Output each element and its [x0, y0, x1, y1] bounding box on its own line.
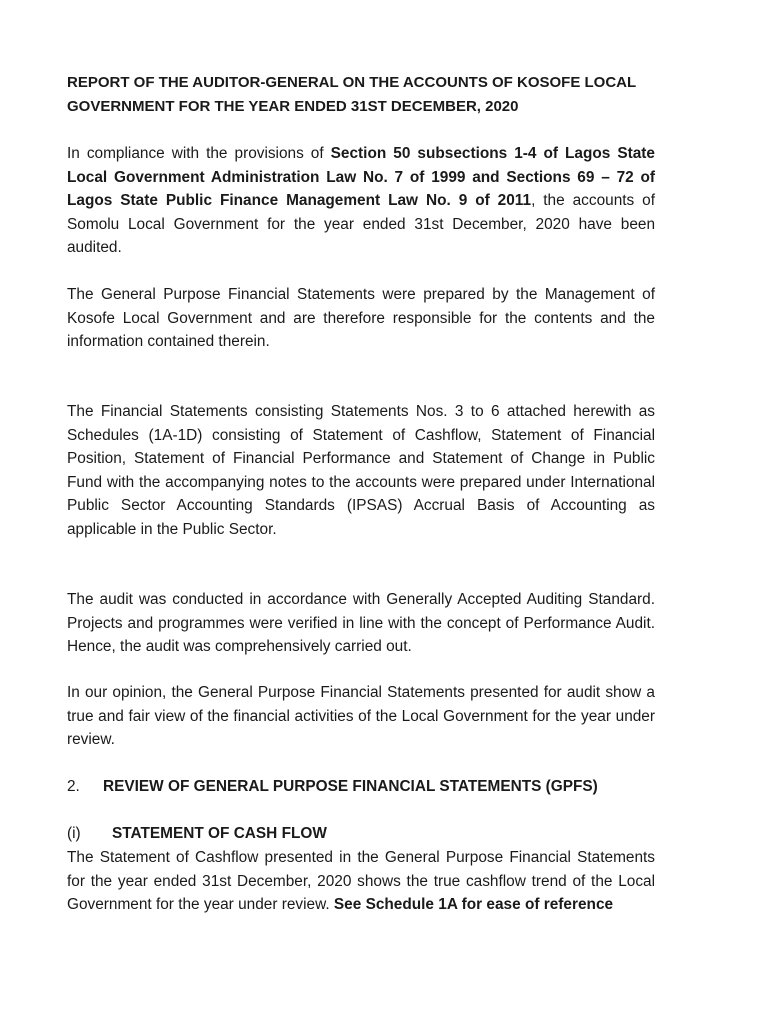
schedule-reference: See Schedule 1A for ease of reference: [333, 896, 614, 913]
report-title: REPORT OF THE AUDITOR-GENERAL ON THE ACCOUNTS OF KOSOFE LOCAL GOVERNMENT FOR THE YEAR ENDED 31ST DECEMBER, 2020: [67, 74, 636, 115]
section-2-heading: [67, 775, 655, 799]
compliance-intro: In compliance with the provisions of: [67, 145, 331, 162]
subsection-title: STATEMENT OF CASH FLOW: [112, 825, 327, 842]
subsection-number: (i): [67, 825, 81, 842]
cashflow-text: The Statement of Cashflow presented in the General Purpose Financial Statements for the year ended 31st December, 2020 shows the true cashflow trend of the Local Government for the year under review.: [67, 849, 655, 913]
subsection-heading: [67, 822, 655, 846]
section-2-title: REVIEW OF GENERAL PURPOSE FINANCIAL STATEMENTS (GPFS): [103, 778, 598, 795]
cashflow-paragraph: [67, 846, 655, 917]
section-2-number: 2.: [67, 778, 80, 795]
financial-statements-paragraph: The Financial Statements consisting Statements Nos. 3 to 6 attached herewith as Schedules (1A-1D) consisting of Statement of Cashflow, Statement of Financial Position, Statement of Financial Performance and Statement of Change in Public Fund with the accompanying notes to the accounts were prepared under International Public Sector Accounting Standards (IPSAS) Accrual Basis of Accounting as applicable in the Public Sector.: [67, 403, 655, 538]
responsibility-paragraph: The General Purpose Financial Statements were prepared by the Management of Kosofe Local Government and are therefore responsible for the contents and the information contained therein.: [67, 286, 655, 350]
opinion-paragraph: In our opinion, the General Purpose Financial Statements presented for audit show a true and fair view of the financial activities of the Local Government for the year under review.: [67, 684, 655, 748]
compliance-rest: , the accounts of Somolu Local Government for the year ended 31st December, 2020 have been audited.: [67, 192, 655, 256]
compliance-legal-reference: Section 50 subsections 1-4 of Lagos State Local Government Administration Law No. 7 of 1999 and Sections 69 – 72 of Lagos State Public Finance Management Law No. 9 of 2011: [67, 145, 655, 209]
compliance-paragraph: [67, 142, 655, 260]
audit-conduct-paragraph: The audit was conducted in accordance with Generally Accepted Auditing Standard. Projects and programmes were verified in line with the concept of Performance Audit. Hence, the audit was comprehensively carried out.: [67, 591, 655, 655]
